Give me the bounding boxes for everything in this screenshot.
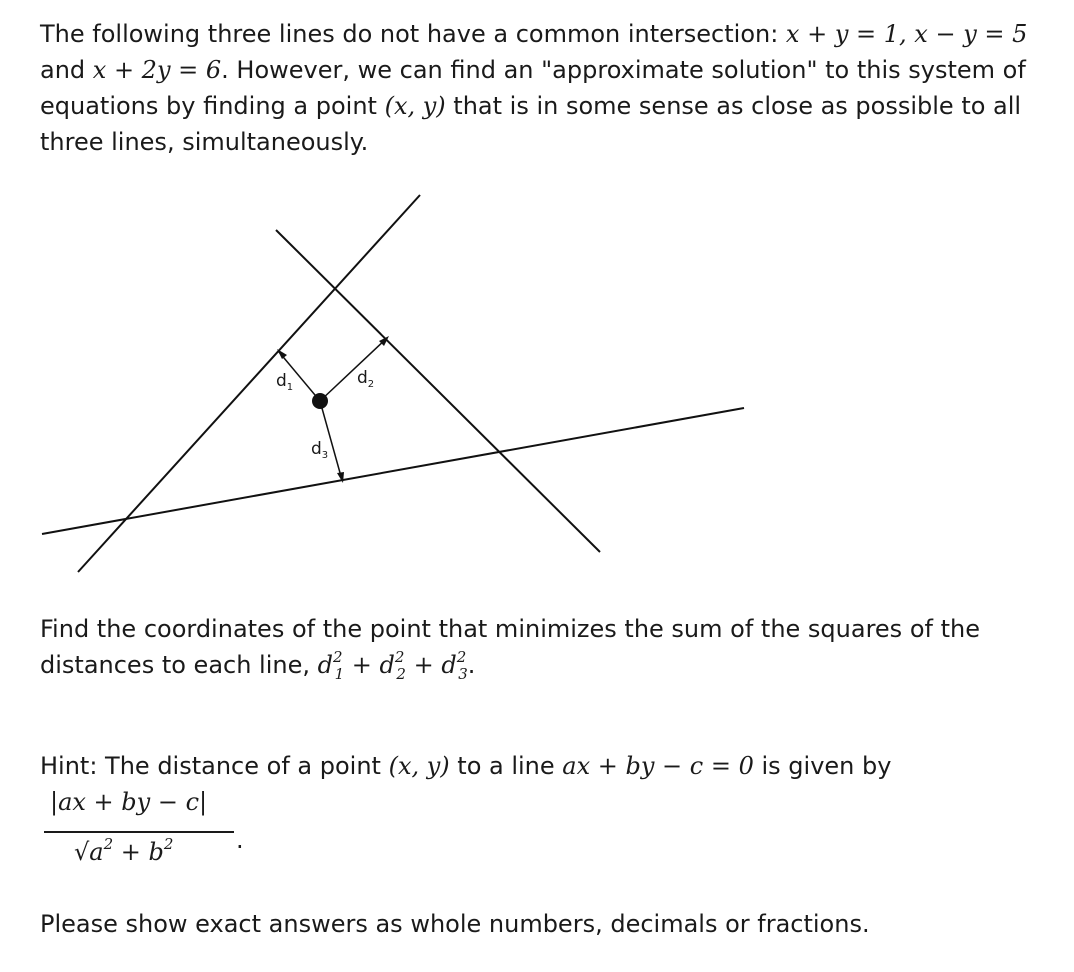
intro-text-3: . However, we can find an "approximate solution" to this system of equations by finding a point	[40, 56, 1026, 120]
label-d3: $d_3$	[311, 439, 329, 461]
question-text: Find the coordinates of the point that minimizes the sum of the squares of the distances to each line,	[40, 615, 980, 679]
formula-numerator: |ax + by − c|	[50, 788, 208, 816]
distance-d2	[320, 338, 387, 401]
label-d2: $d_2$	[357, 368, 375, 390]
line-equation: ax + by − c = 0	[562, 752, 754, 780]
intro-text-2: and	[40, 56, 93, 84]
hint-text-3: is given by	[753, 752, 892, 780]
intro-text-4: that is in some sense as close as possible to all three lines, simultaneously.	[40, 92, 1022, 156]
question: Find the coordinates of the point that minimizes the sum of the squares of the distances to each line, $d^2_1 + d^2_2 + d^2_3$.	[40, 615, 980, 683]
point-xy: (x, y)	[384, 92, 446, 120]
equation-3: x + 2y = 6	[92, 56, 222, 84]
label-d1: $d_1$	[276, 371, 294, 393]
equation-1: x + y = 1,	[785, 20, 907, 48]
lines-diagram	[0, 180, 1074, 600]
line-2	[276, 230, 600, 552]
hint-text-1: Hint: The distance of a point	[40, 752, 389, 780]
problem-intro	[40, 16, 1040, 160]
hint-text-2: to a line	[449, 752, 563, 780]
intro-text-1: The following three lines do not have a common intersection:	[40, 20, 786, 48]
formula-denominator: $√a^2 + b^2$	[74, 835, 174, 866]
arrowhead-d1	[277, 349, 287, 359]
hint	[40, 748, 1040, 784]
equation-2: x − y = 5	[914, 20, 1028, 48]
sum-of-squares: $d^2_1 + d^2_2 + d^2_3$	[317, 648, 468, 683]
line-3	[42, 408, 744, 534]
fraction-bar	[44, 831, 234, 833]
formula-period: .	[236, 826, 244, 854]
distance-d3	[320, 401, 342, 480]
answer-format-note: Please show exact answers as whole numbers, decimals or fractions.	[40, 910, 870, 938]
hint-point: (x, y)	[388, 752, 450, 780]
